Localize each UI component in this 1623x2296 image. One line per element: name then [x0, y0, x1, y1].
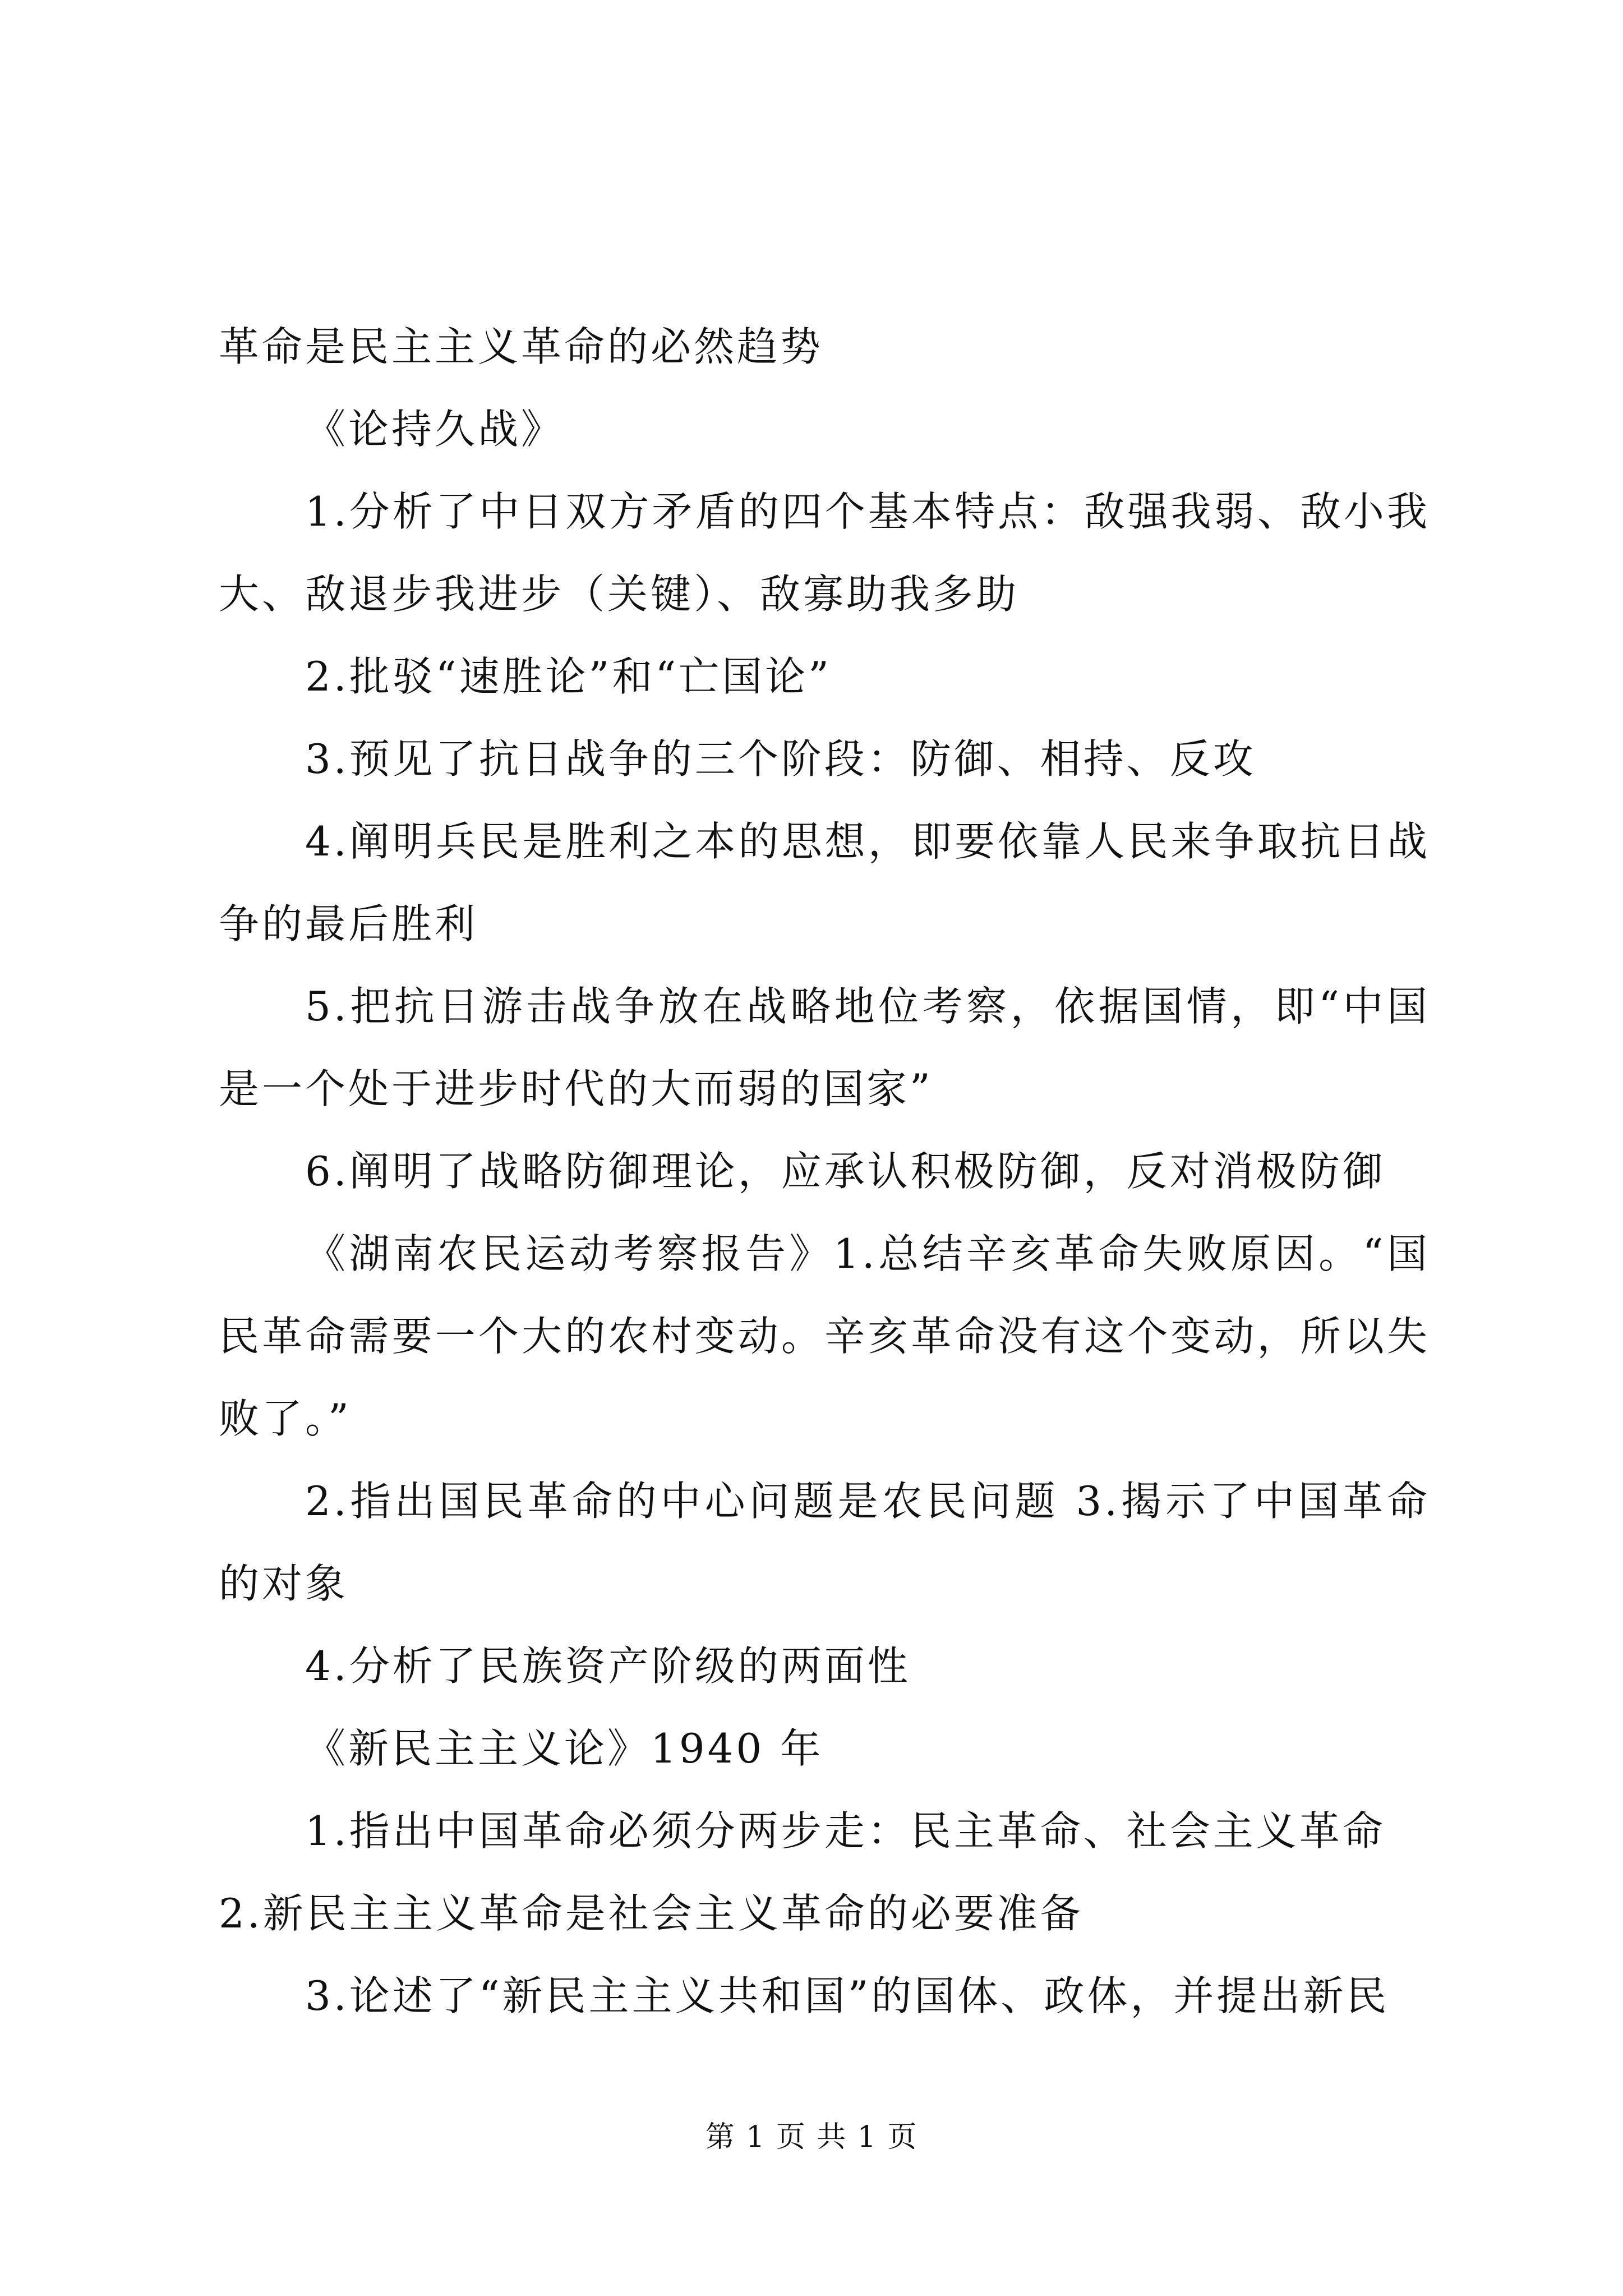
paragraph-12: 《新民主主义论》1940 年 [305, 1725, 824, 1772]
paragraph-13: 1.指出中国革命必须分两步走：民主革命、社会主义革命 [305, 1807, 1386, 1855]
paragraph-4: 2.批驳“速胜论”和“亡国论” [305, 653, 832, 700]
paragraph-11: 4.分析了民族资产阶级的两面性 [305, 1642, 911, 1690]
paragraph-7: 5.把抗日游击战争放在战略地位考察，依据国情，即“中国是一个处于进步时代的大而弱的国家” [219, 983, 1430, 1112]
paragraph-10: 2.指出国民革命的中心问题是农民问题 3.揭示了中国革命的对象 [219, 1478, 1430, 1607]
paragraph-5: 3.预见了抗日战争的三个阶段：防御、相持、反攻 [305, 735, 1256, 783]
document-body [219, 306, 1430, 2037]
paragraph-14: 2.新民主主义革命是社会主义革命的必要准备 [219, 1890, 1083, 1937]
paragraph-15: 3.论述了“新民主主义共和国”的国体、政体，并提出新民 [305, 1972, 1390, 2019]
paragraph-8: 6.阐明了战略防御理论，应承认积极防御，反对消极防御 [305, 1148, 1386, 1195]
paragraph-2: 《论持久战》 [305, 406, 565, 453]
paragraph-3: 1.分析了中日双方矛盾的四个基本特点：敌强我弱、敌小我大、敌退步我进步（关键）、敌寡助我多助 [219, 488, 1430, 618]
paragraph-9: 《湖南农民运动考察报告》1.总结辛亥革命失败原因。“国民革命需要一个大的农村变动。辛亥革命没有这个变动，所以失败了。” [219, 1230, 1430, 1442]
paragraph-1: 革命是民主主义革命的必然趋势 [219, 323, 824, 370]
paragraph-6: 4.阐明兵民是胜利之本的思想，即要依靠人民来争取抗日战争的最后胜利 [219, 818, 1430, 947]
page-footer: 第 1 页 共 1 页 [705, 2120, 918, 2154]
